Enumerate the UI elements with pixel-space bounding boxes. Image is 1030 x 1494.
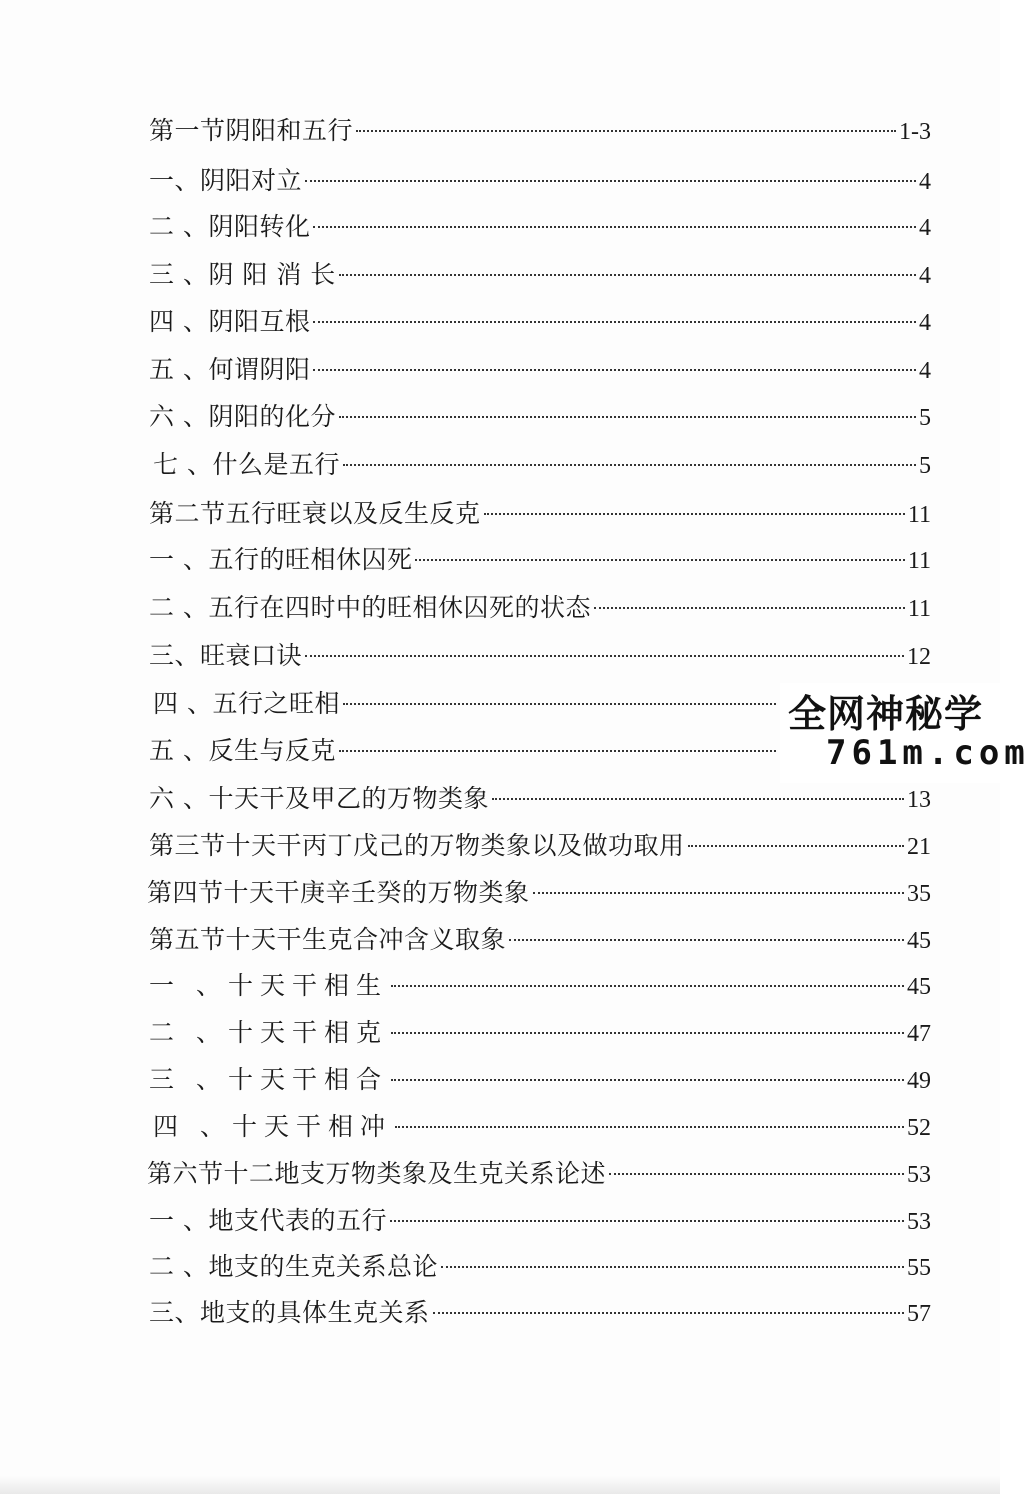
toc-entry: [147, 1154, 931, 1194]
toc-entry-label: 第三节十天干丙丁戊己的万物类象以及做功取用: [149, 831, 685, 860]
toc-entry-label: 一 、十天干相生: [149, 971, 388, 1000]
toc-entry-label: 一 、五行的旺相休囚死: [149, 545, 413, 574]
toc-entry: [147, 873, 931, 913]
toc-entry-label: 一、阴阳对立: [149, 166, 303, 195]
toc-entry-page: 4: [919, 358, 931, 384]
watermark: [780, 683, 1030, 783]
toc-entry-page: 53: [907, 1162, 931, 1188]
toc-entry-label: 五 、何谓阴阳: [149, 355, 311, 384]
watermark-title: 全网神秘学: [788, 692, 984, 736]
toc-entry-label: 第六节十二地支万物类象及生克关系论述: [147, 1159, 607, 1188]
toc-entry-label: 第四节十天干庚辛壬癸的万物类象: [147, 878, 530, 907]
toc-entry-label: 四 、阴阳互根: [149, 307, 311, 336]
toc-entry: [149, 161, 931, 201]
toc-leader-dots: [533, 892, 904, 894]
toc-entry-page: 1-3: [899, 119, 931, 145]
toc-leader-dots: [391, 1079, 904, 1081]
toc-entry-label: 二 、阴阳转化: [149, 212, 311, 241]
toc-leader-dots: [313, 226, 916, 228]
toc-leader-dots: [343, 703, 776, 705]
toc-entry-label: 七 、什么是五行: [153, 450, 340, 479]
toc-entry-page: 11: [907, 502, 931, 528]
toc-entry-label: 四 、十天干相冲: [153, 1112, 392, 1141]
toc-entry-page: 45: [907, 928, 931, 954]
toc-entry: [149, 731, 779, 771]
toc-leader-dots: [509, 939, 904, 941]
toc-entry-page: 4: [919, 310, 931, 336]
toc-entry-page: 5: [919, 453, 931, 479]
toc-entry: [149, 1201, 931, 1241]
toc-entry: [149, 779, 931, 819]
toc-entry-label: 三、旺衰口诀: [149, 641, 303, 670]
toc-leader-dots: [339, 750, 776, 752]
toc-leader-dots: [391, 985, 904, 987]
toc-leader-dots: [305, 180, 916, 182]
toc-entry-label: 二 、地支的生克关系总论: [149, 1252, 438, 1281]
toc-leader-dots: [305, 655, 904, 657]
toc-leader-dots: [313, 369, 916, 371]
toc-entry: [149, 255, 931, 295]
toc-entry-page: 4: [919, 169, 931, 195]
toc-entry-label: 六 、十天干及甲乙的万物类象: [149, 784, 489, 813]
toc-leader-dots: [492, 798, 904, 800]
toc-entry-page: 12: [907, 644, 931, 670]
toc-entry-page: 13: [907, 787, 931, 813]
toc-entry: [149, 397, 931, 437]
toc-entry-page: 11: [907, 548, 931, 574]
watermark-url: 761m.com: [826, 733, 1030, 773]
toc-entry: [149, 588, 931, 628]
toc-entry-label: 三、地支的具体生克关系: [149, 1298, 430, 1327]
toc-entry-page: 49: [907, 1068, 931, 1094]
toc-leader-dots: [594, 607, 905, 609]
toc-entry-page: 57: [907, 1301, 931, 1327]
toc-entry-page: 45: [907, 974, 931, 1000]
toc-leader-dots: [433, 1312, 904, 1314]
toc-entry-label: 第二节五行旺衰以及反生反克: [149, 499, 481, 528]
toc-entry-label: 二 、十天干相克: [149, 1018, 388, 1047]
toc-entry: [149, 111, 931, 151]
toc-leader-dots: [391, 1032, 904, 1034]
toc-leader-dots: [441, 1266, 904, 1268]
toc-entry-label: 第五节十天干生克合冲含义取象: [149, 925, 507, 954]
toc-leader-dots: [390, 1220, 904, 1222]
toc-entry-page: 5: [919, 405, 931, 431]
toc-entry: [149, 966, 931, 1006]
toc-leader-dots: [609, 1173, 904, 1175]
toc-entry-label: 一 、地支代表的五行: [149, 1206, 387, 1235]
toc-entry-label: 三 、阴 阳 消 长: [149, 260, 336, 289]
toc-leader-dots: [415, 559, 904, 561]
toc-entry: [149, 1247, 931, 1287]
toc-leader-dots: [343, 464, 916, 466]
toc-entry: [149, 920, 931, 960]
toc-leader-dots: [313, 321, 916, 323]
toc-entry: [149, 636, 931, 676]
toc-entry: [149, 1293, 931, 1333]
toc-entry: [153, 445, 931, 485]
toc-entry: [149, 207, 931, 247]
toc-entry-page: 4: [919, 215, 931, 241]
toc-entry-label: 第一节阴阳和五行: [149, 116, 354, 145]
toc-entry: [149, 302, 931, 342]
toc-entry: [149, 540, 931, 580]
toc-entry-page: 11: [907, 596, 931, 622]
toc-entry: [153, 684, 779, 724]
toc-entry-page: 21: [907, 834, 931, 860]
toc-entry-page: 52: [907, 1115, 931, 1141]
toc-entry: [149, 1060, 931, 1100]
toc-entry-page: 55: [907, 1255, 931, 1281]
toc-entry: [149, 1013, 931, 1053]
toc-leader-dots: [395, 1126, 904, 1128]
toc-entry-page: 4: [919, 263, 931, 289]
page-edge-shadow: [0, 1476, 1000, 1494]
toc-leader-dots: [339, 416, 916, 418]
toc-entry-label: 四 、五行之旺相: [153, 689, 340, 718]
toc-leader-dots: [688, 845, 904, 847]
toc-entry-page: 47: [907, 1021, 931, 1047]
toc-entry-label: 三 、十天干相合: [149, 1065, 388, 1094]
toc-leader-dots: [356, 130, 896, 132]
toc-entry-page: 35: [907, 881, 931, 907]
toc-entry-page: 53: [907, 1209, 931, 1235]
toc-leader-dots: [339, 274, 916, 276]
toc-entry-label: 六 、阴阳的化分: [149, 402, 336, 431]
toc-leader-dots: [484, 513, 905, 515]
toc-entry: [149, 350, 931, 390]
toc-entry: [149, 494, 931, 534]
toc-entry-label: 二 、五行在四时中的旺相休囚死的状态: [149, 593, 591, 622]
toc-entry: [153, 1107, 931, 1147]
toc-entry-label: 五 、反生与反克: [149, 736, 336, 765]
toc-entry: [149, 826, 931, 866]
